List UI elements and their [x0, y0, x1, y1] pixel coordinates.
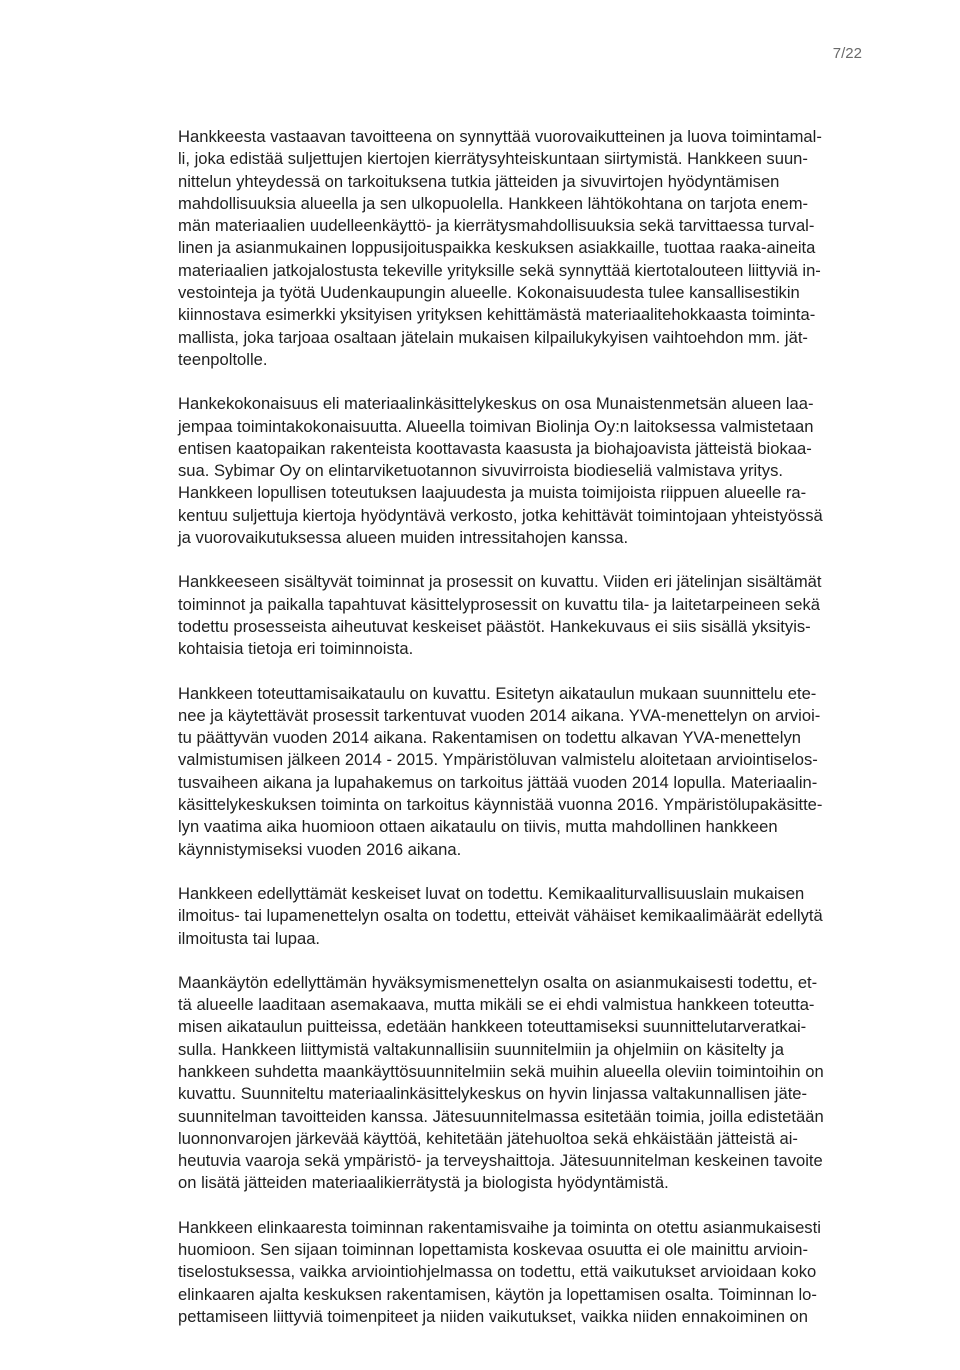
text-line: vestointeja ja työtä Uudenkaupungin alueelle. Kokonaisuudesta tulee kansallisestikin [178, 283, 800, 303]
text-line: Hankkeen toteuttamisaikataulu on kuvattu. Esitetyn aikataulun mukaan suunnittelu ete- [178, 683, 817, 703]
text-line: jempaa toimintakokonaisuutta. Alueella toimivan Biolinja Oy:n laitoksessa valmistetaan [178, 416, 814, 436]
text-line: valmistumisen jälkeen 2014 - 2015. Ympäristöluvan valmistelu aloitetaan arviointiselos- [178, 750, 818, 770]
text-line: lyn vaatima aika huomioon ottaen aikataulu on tiivis, mutta mahdollinen hankkeen [178, 817, 778, 837]
text-line: tusvaiheen aikana ja lupahakemus on tarkoitus jättää vuoden 2014 lopulla. Materiaalin- [178, 772, 818, 792]
text-line: Hankkeen elinkaaresta toiminnan rakentamisvaihe ja toiminta on otettu asianmukaisesti [178, 1217, 821, 1237]
text-line: li, joka edistää suljettujen kiertojen kierrätysyhteiskuntaan siirtymistä. Hankkeen suun- [178, 149, 808, 169]
text-line: tu päättyvän vuoden 2014 aikana. Rakentamisen on todettu alkavan YVA-menettelyn [178, 728, 801, 748]
text-line: toiminnot ja paikalla tapahtuvat käsittelyprosessit on kuvattu tila- ja laitetarpeineen sekä [178, 594, 820, 614]
text-line: mallista, joka tarjoaa osaltaan jätelain mukaisen kilpailukykyisen vaihtoehdon mm. jät- [178, 327, 808, 347]
text-line: ja vuorovaikutuksessa alueen muiden intressitahojen kanssa. [178, 528, 629, 548]
text-line: mahdollisuuksia alueella ja sen ulkopuolella. Hankkeen lähtökohtana on tarjota enem- [178, 193, 809, 213]
text-line: hankkeen suhdetta maankäyttösuunnitelmiin sekä muihin alueella oleviin toimintoihin on [178, 1061, 824, 1081]
text-line: ilmoitus- tai lupamenettelyn osalta on todettu, etteivät vähäiset kemikaalimäärät edellytä [178, 906, 823, 926]
text-line: Hankkeen lopullisen toteutuksen laajuudesta ja muista toimijoista riippuen alueelle ra- [178, 483, 807, 503]
text-line: luonnonvarojen järkevää käyttöä, kehitetään jätehuoltoa sekä ehkäistään jätteistä ai- [178, 1128, 798, 1148]
text-line: tiselostuksessa, vaikka arviointiohjelmassa on todettu, että vaikutukset arvioidaan koko [178, 1262, 817, 1282]
text-line: tä alueelle laaditaan asemakaava, mutta mikäli se ei ehdi valmistua hankkeen toteutta- [178, 995, 815, 1015]
text-line: Maankäytön edellyttämän hyväksymismenettelyn osalta on asianmukaisesti todettu, et- [178, 972, 818, 992]
text-line: nee ja käytettävät prosessit tarkentuvat vuoden 2014 aikana. YVA-menettelyn on arvioi- [178, 705, 821, 725]
text-line: heutuvia vaaroja sekä ympäristö- ja terveyshaittoja. Jätesuunnitelman keskeinen tavoite [178, 1151, 823, 1171]
paragraph-lifecycle [178, 1217, 890, 1328]
text-line: suunnitelman tavoitteiden kanssa. Jätesuunnitelmassa esitetään toimia, joilla edistetään [178, 1106, 824, 1126]
paragraph-land-use [178, 972, 890, 1195]
text-line: kentuu suljettuja kiertoja hyödyntävä verkosto, jotka kehittävät toimintojaan yhteistyössä [178, 505, 823, 525]
paragraph-processes [178, 571, 890, 660]
text-line: käynnistymiseksi vuoden 2016 aikana. [178, 839, 462, 859]
text-line: nittelun yhteydessä on tarkoituksena tutkia jätteiden ja sivuvirtojen hyödyntämisen [178, 171, 780, 191]
page-number: 7/22 [832, 45, 862, 62]
text-line: käsittelykeskuksen toiminta on tarkoitus käynnistää vuonna 2016. Ympäristölupakäsitte- [178, 795, 823, 815]
text-line: kiinnostava esimerkki yksityisen yrityksen kehittämästä materiaalitehokkaasta toiminta- [178, 305, 816, 325]
text-line: sua. Sybimar Oy on elintarviketuotannon sivuvirroista biodieseliä valmistava yritys. [178, 461, 784, 481]
text-line: elinkaaren ajalta keskuksen rakentamisen, käytön ja lopettamisen osalta. Toiminnan lo- [178, 1284, 817, 1304]
text-line: misen aikataulun puitteissa, edetään hankkeen toteuttamiseksi suunnittelutarveratkai- [178, 1017, 807, 1037]
text-line: Hankkeesta vastaavan tavoitteena on synnyttää vuorovaikutteinen ja luova toimintamal- [178, 127, 822, 146]
text-line: Hankkeen edellyttämät keskeiset luvat on todettu. Kemikaaliturvallisuuslain mukaisen [178, 883, 805, 903]
paragraph-entity [178, 393, 890, 549]
text-line: kohtaisia tietoja eri toiminnoista. [178, 639, 414, 659]
text-line: entisen kaatopaikan rakenteista koottavasta kaasusta ja biohajoavista jätteistä biokaa- [178, 438, 812, 458]
text-line: teenpoltolle. [178, 349, 268, 369]
text-line: on lisätä jätteiden materiaalikierrätystä ja biologista hyödyntämistä. [178, 1173, 669, 1193]
text-line: Hankekokonaisuus eli materiaalinkäsittelykeskus on osa Munaistenmetsän alueen laa- [178, 394, 814, 414]
text-line: linen ja asianmukainen loppusijoituspaikka keskuksen asiakkaille, tuottaa raaka-aineita [178, 238, 816, 258]
paragraph-objective [178, 126, 890, 371]
document-body [178, 126, 890, 1350]
text-line: kuvattu. Suunniteltu materiaalinkäsittelykeskus on hyvin linjassa valtakunnallisen jäte- [178, 1084, 808, 1104]
text-line: sulla. Hankkeen liittymistä valtakunnallisiin suunnitelmiin ja ohjelmiin on käsitelty ja [178, 1039, 784, 1059]
text-line: Hankkeeseen sisältyvät toiminnat ja prosessit on kuvattu. Viiden eri jätelinjan sisältämät [178, 572, 822, 592]
text-line: materiaalien jatkojalostusta tekeville yrityksille sekä synnyttää kiertotalouteen liittyviä in- [178, 260, 821, 280]
paragraph-permits [178, 883, 890, 950]
text-line: huomioon. Sen sijaan toiminnan lopettamista koskevaa osuutta ei ole mainittu arvioin- [178, 1240, 808, 1260]
text-line: män materiaalien uudelleenkäyttö- ja kierrätysmahdollisuuksia sekä tarvittaessa turval- [178, 216, 815, 236]
paragraph-schedule [178, 683, 890, 861]
text-line: pettamiseen liittyviä toimenpiteet ja niiden vaikutukset, vaikka niiden ennakoiminen on [178, 1306, 809, 1326]
text-line: ilmoitusta tai lupaa. [178, 928, 321, 948]
text-line: todettu prosesseista aiheutuvat keskeiset päästöt. Hankekuvaus ei siis sisällä yksityis- [178, 616, 811, 636]
